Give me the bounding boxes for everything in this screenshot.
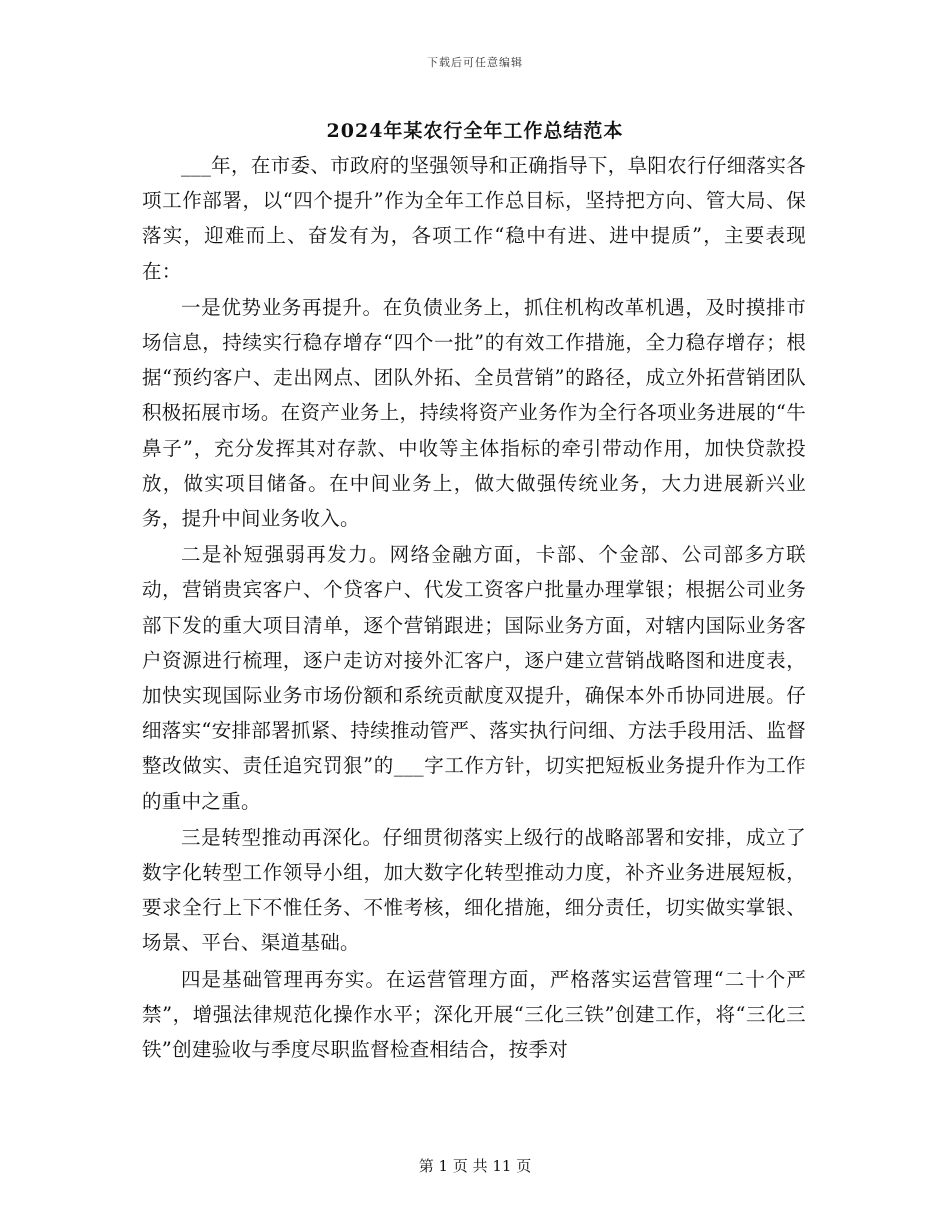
- paragraph-point-3: 三是转型推动再深化。仔细贯彻落实上级行的战略部署和安排，成立了数字化转型工作领导小组，加大数字化转型推动力度，补齐业务进展短板，要求全行上下不惟任务、不惟考核，细化措施，细分责任，切实做实掌银、场景、平台、渠道基础。: [142, 825, 806, 955]
- header-note: 下载后可任意编辑: [427, 56, 523, 69]
- paragraph-point-2: 二是补短强弱再发力。网络金融方面，卡部、个金部、公司部多方联动，营销贵宾客户、个贷客户、代发工资客户批量办理掌银；根据公司业务部下发的重大项目清单，逐个营销跟进；国际业务方面，对辖内国际业务客户资源进行梳理，逐户走访对接外汇客户，逐户建立营销战略图和进度表，加快实现国际业务市场份额和系统贡献度双提升，确保本外币协同进展。仔细落实“安排部署抓紧、持续推动管严、落实执行问细、方法手段用活、监督整改做实、责任追究罚狠”的___字工作方针，切实把短板业务提升作为工作的重中之重。: [142, 543, 806, 813]
- paragraph-point-4: 四是基础管理再夯实。在运营管理方面，严格落实运营管理“二十个严禁”，增强法律规范化操作水平；深化开展“三化三铁”创建工作，将“三化三铁”创建验收与季度尽职监督检查相结合，按季对: [142, 967, 806, 1062]
- document-title: 2024年某农行全年工作总结范本: [326, 120, 624, 142]
- page-footer: 第 1 页 共 11 页: [418, 1157, 532, 1175]
- document-body: [142, 148, 806, 1067]
- paragraph-intro: ___年，在市委、市政府的坚强领导和正确指导下，阜阳农行仔细落实各项工作部署，以“四个提升”作为全年工作总目标，坚持把方向、管大局、保落实，迎难而上、奋发有为，各项工作“稳中有进、进中提质”，主要表现在：: [142, 154, 806, 283]
- paragraph-point-1: 一是优势业务再提升。在负债业务上，抓住机构改革机遇，及时摸排市场信息，持续实行稳存增存“四个一批”的有效工作措施，全力稳存增存；根据“预约客户、走出网点、团队外拓、全员营销”的路径，成立外拓营销团队积极拓展市场。在资产业务上，持续将资产业务作为全行各项业务进展的“牛鼻子”，充分发挥其对存款、中收等主体指标的牵引带动作用，加快贷款投放，做实项目储备。在中间业务上，做大做强传统业务，大力进展新兴业务，提升中间业务收入。: [142, 295, 806, 531]
